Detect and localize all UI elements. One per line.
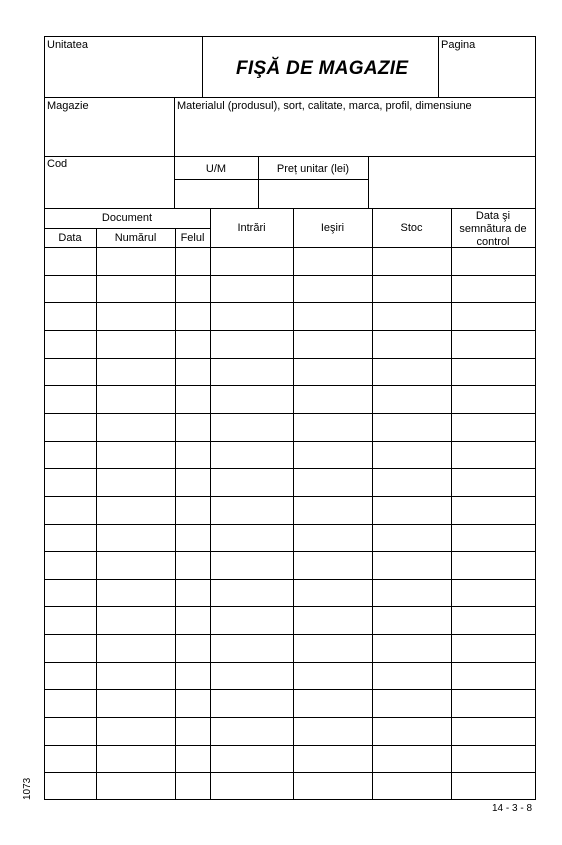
column-divider: [451, 208, 452, 800]
table-row-divider: [44, 441, 536, 442]
column-divider: [96, 228, 97, 800]
page-number-label: Pagina: [441, 39, 476, 51]
table-row-divider: [44, 524, 536, 525]
column-header-control-signature: Data şi semnătura de control: [459, 210, 527, 248]
table-row-divider: [44, 579, 536, 580]
divider: [44, 97, 536, 98]
code-label: Cod: [47, 158, 68, 170]
divider: [174, 179, 368, 180]
table-row-divider: [44, 302, 536, 303]
column-header-stock: Stoc: [400, 222, 423, 234]
divider: [44, 156, 536, 157]
warehouse-label: Magazie: [47, 100, 89, 112]
column-header-date: Data: [58, 232, 82, 244]
table-row-divider: [44, 772, 536, 773]
column-divider: [175, 228, 176, 800]
table-row-divider: [44, 413, 536, 414]
table-row-divider: [44, 745, 536, 746]
table-row-divider: [44, 551, 536, 552]
divider: [368, 156, 369, 208]
page-title: FIŞĂ DE MAGAZIE: [236, 58, 409, 79]
table-row-divider: [44, 717, 536, 718]
unit-label: Unitatea: [47, 39, 88, 51]
form-frame: [44, 36, 536, 800]
table-row-divider: [44, 358, 536, 359]
column-header-issues: Ieşiri: [320, 222, 345, 234]
divider: [174, 97, 175, 156]
form-code: 14 - 3 - 8: [492, 803, 533, 814]
table-row-divider: [44, 662, 536, 663]
material-label: Materialul (produsul), sort, calitate, marca, profil, dimensiune: [177, 100, 472, 112]
table-row-divider: [44, 275, 536, 276]
divider: [202, 36, 203, 97]
unit-of-measure-label: U/M: [205, 163, 227, 175]
column-divider: [210, 208, 211, 800]
table-row-divider: [44, 689, 536, 690]
divider: [438, 36, 439, 97]
column-header-receipts: Intrări: [237, 222, 266, 234]
unit-price-label: Preț unitar (lei): [276, 163, 350, 175]
side-number: 1073: [22, 777, 33, 800]
divider: [44, 208, 536, 209]
column-divider: [293, 208, 294, 800]
table-row-divider: [44, 330, 536, 331]
column-divider: [372, 208, 373, 800]
document-group-header: Document: [101, 212, 153, 224]
table-row-divider: [44, 385, 536, 386]
column-header-number: Numărul: [114, 232, 157, 244]
table-row-divider: [44, 496, 536, 497]
column-header-type: Felul: [180, 232, 205, 244]
table-row-divider: [44, 606, 536, 607]
divider: [44, 228, 210, 229]
table-row-divider: [44, 468, 536, 469]
table-row-divider: [44, 634, 536, 635]
